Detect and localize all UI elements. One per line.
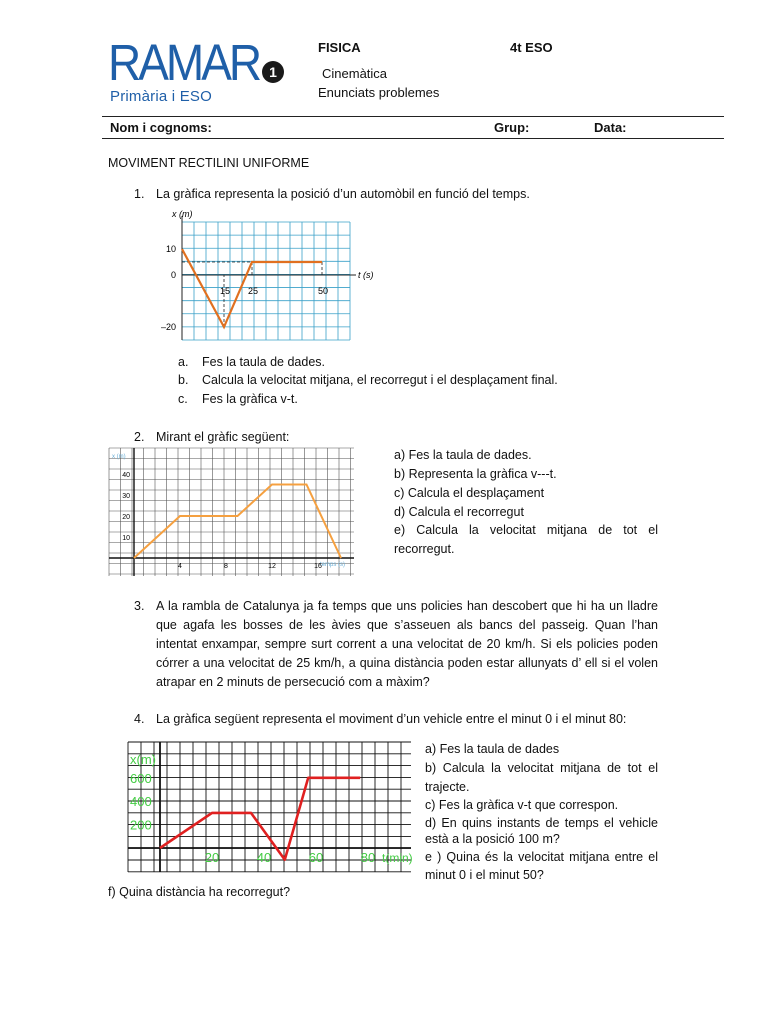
header-bottom-rule [102, 138, 724, 139]
x-tick-label: 80 [360, 850, 376, 865]
q4-item-c: c) Fes la gràfica v-t que correspon. [425, 798, 619, 812]
y-tick-label: 40 [122, 472, 130, 479]
logo-text: RAMAR [108, 36, 260, 88]
y-axis-label: x (m) [112, 454, 126, 460]
x-tick-label: 50 [317, 286, 329, 296]
q1-item-c-letter: c. [178, 392, 188, 406]
y-tick-label: 20 [122, 514, 130, 521]
q4-item-a: a) Fes la taula de dades [425, 742, 560, 756]
x-axis-label: t (s) [358, 270, 374, 280]
x-tick-label: 20 [204, 850, 220, 865]
q2-item-e: e) Calcula la velocitat mitjana de tot el recorregut. [394, 523, 658, 556]
topic-label: Cinemàtica [322, 66, 388, 81]
x-tick-label: 16 [314, 563, 322, 570]
q4-item-b: b) Calcula la velocitat mitjana de tot el trajecte. [425, 761, 658, 794]
group-label: Grup: [494, 120, 530, 135]
logo-subtitle: Primària i ESO [110, 88, 212, 105]
x-tick-label: 15 [219, 286, 231, 296]
q1-item-b-text: Calcula la velocitat mitjana, el recorregut i el desplaçament final. [202, 373, 558, 387]
y-tick-label: 600 [130, 770, 152, 786]
position-time-chart-1 [150, 205, 390, 345]
q1-item-a-letter: a. [178, 355, 189, 369]
y-tick-label: 10 [165, 244, 176, 254]
y-tick-label: 10 [122, 535, 130, 542]
x-tick-label: 8 [224, 563, 228, 570]
y-tick-label: 0 [170, 270, 176, 280]
q2-text: Mirant el gràfic següent: [156, 430, 290, 444]
x-tick-label: 40 [256, 850, 272, 865]
y-axis-label: x(m) [130, 752, 156, 767]
q1-text: La gràfica representa la posició d’un automòbil en funció del temps. [156, 187, 530, 201]
x-axis-label: t(min) [382, 851, 413, 865]
y-axis-label: x (m) [172, 209, 193, 219]
section-title: MOVIMENT RECTILINI UNIFORME [108, 156, 310, 170]
course-label: 4t ESO [510, 40, 553, 55]
x-axis-label: temps (s) [320, 562, 346, 568]
q4-item-e: e ) Quina és la velocitat mitjana entre el minut 0 i el minut 50? [425, 850, 658, 882]
q3-text: A la rambla de Catalunya ja fa temps que uns policies han descobert que hi ha un lladre que agafa les bosses de les àvies que s’asseuen als bancs del passeig. Quan l’han intentat enxampar, sempre surt corrent a una velocitat de 20 km/h. Si els policies poden córrer a una velocitat de 25 km/h, a quina distància poden estar allunyats d’ ell si el volen atrapar en 2 minuts de persecució com a màxim? [156, 599, 658, 689]
y-tick-label: –20 [160, 322, 176, 332]
school-logo [108, 36, 288, 88]
q3-number: 3. [134, 599, 145, 613]
y-tick-label: 200 [130, 817, 152, 833]
x-tick-label: 60 [308, 850, 324, 865]
q2-number: 2. [134, 430, 145, 444]
date-label: Data: [594, 120, 627, 135]
q2-item-d: d) Calcula el recorregut [394, 505, 524, 519]
x-tick-label: 4 [178, 563, 182, 570]
q2-item-a: a) Fes la taula de dades. [394, 448, 532, 462]
y-tick-label: 30 [122, 493, 130, 500]
q4-item-f: f) Quina distància ha recorregut? [108, 885, 291, 899]
q1-item-a-text: Fes la taula de dades. [202, 355, 325, 369]
q1-item-b-letter: b. [178, 373, 189, 387]
y-tick-label: 400 [130, 794, 152, 810]
name-label: Nom i cognoms: [110, 120, 212, 135]
subject-label: FISICA [318, 40, 361, 55]
q1-number: 1. [134, 187, 145, 201]
position-time-chart-3 [126, 740, 416, 880]
doc-type-label: Enunciats problemes [318, 85, 440, 100]
q2-item-c: c) Calcula el desplaçament [394, 486, 545, 500]
q4-number: 4. [134, 712, 145, 726]
header-top-rule [102, 116, 724, 117]
q4-text: La gràfica següent representa el moviment d’un vehicle entre el minut 0 i el minut 80: [156, 712, 627, 726]
q2-item-b: b) Representa la gràfica v---t. [394, 467, 557, 481]
q1-item-c-text: Fes la gràfica v-t. [202, 392, 298, 406]
x-tick-label: 12 [268, 563, 276, 570]
q4-item-d: d) En quins instants de temps el vehicle està a la posició 100 m? [425, 816, 658, 846]
logo-badge: 1 [269, 64, 277, 80]
position-time-chart-2 [108, 446, 358, 578]
x-tick-label: 25 [247, 286, 259, 296]
